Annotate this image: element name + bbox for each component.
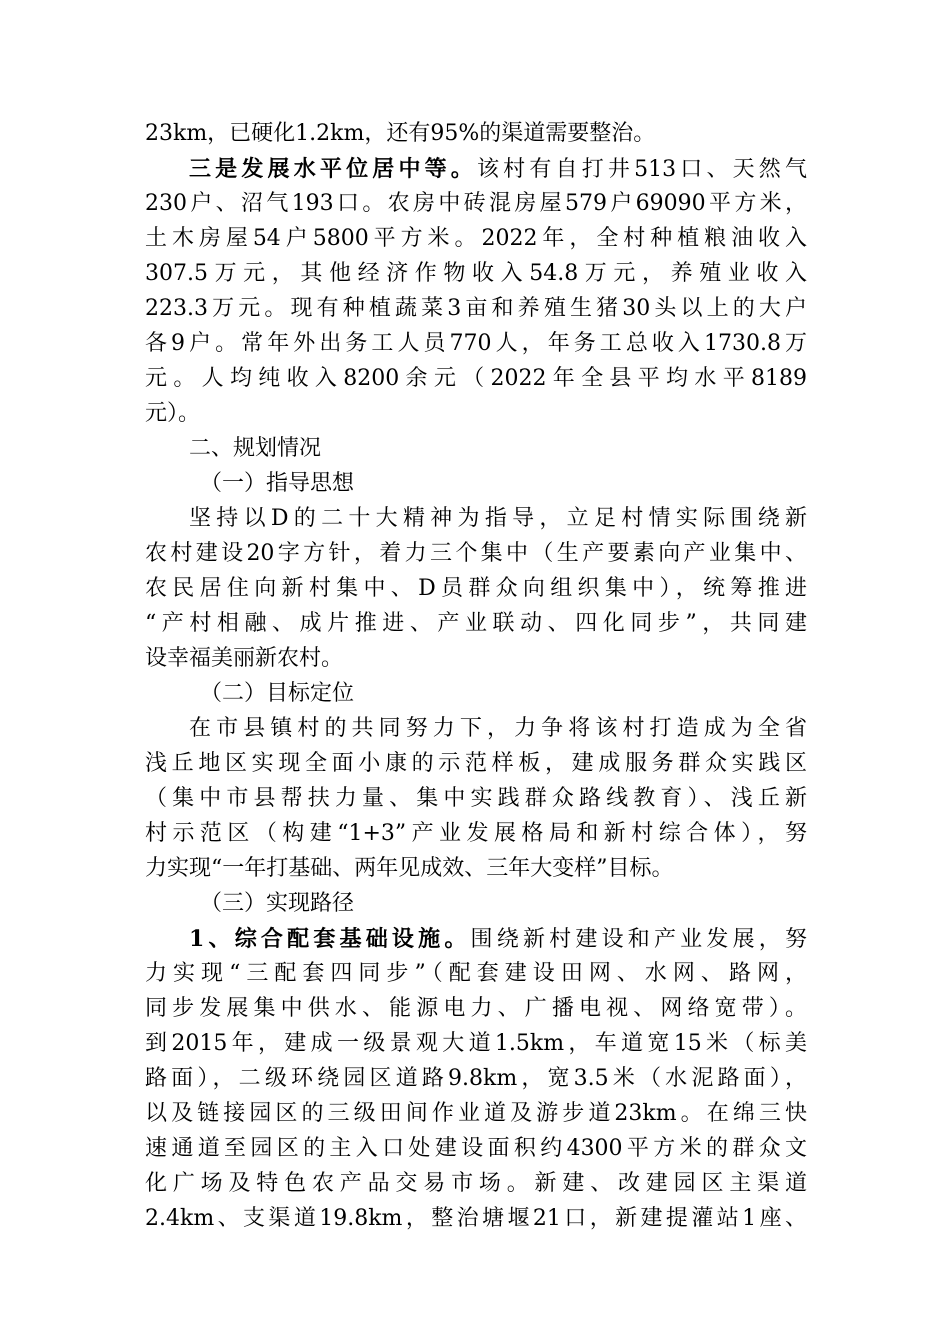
text-line: 23km，已硬化1.2km，还有95%的渠道需要整治。: [145, 121, 656, 146]
text-line: 各9户。常年外出务工人员770人，年务工总收入1730.8万: [145, 331, 807, 356]
text-line: 230户、沼气193口。农房中砖混房屋579户69090平方米，: [145, 191, 807, 216]
text-line: 设幸福美丽新农村。: [145, 646, 344, 671]
bold-heading: 三是发展水平位居中等。: [189, 156, 477, 182]
text-line: 同步发展集中供水、能源电力、广播电视、网络宽带）。: [145, 996, 807, 1021]
text-line: 元）。: [145, 401, 201, 426]
text-line: 农村建设20字方针，着力三个集中（生产要素向产业集中、: [145, 541, 807, 566]
text-line: 2.4km、支渠道19.8km，整治塘堰21口，新建提灌站1座、: [145, 1206, 807, 1231]
line-text: 围绕新村建设和产业发展，努: [470, 927, 807, 952]
text-line: 223.3万元。现有种植蔬菜3亩和养殖生猪30头以上的大户: [145, 296, 807, 321]
text-line: 速通道至园区的主入口处建设面积约4300平方米的群众文: [145, 1136, 807, 1161]
text-line: 农民居住向新村集中、D员群众向组织集中），统筹推进: [145, 576, 807, 601]
text-line: [189, 922, 807, 956]
text-line: 化广场及特色农产品交易市场。新建、改建园区主渠道: [145, 1171, 807, 1196]
text-line: 到2015年，建成一级景观大道1.5km，车道宽15米（标美: [145, 1031, 807, 1056]
text-line: 土木房屋54户5800平方米。2022年，全村种植粮油收入: [145, 226, 807, 251]
text-line: 在市县镇村的共同努力下，力争将该村打造成为全省: [189, 716, 807, 741]
text-line: 浅丘地区实现全面小康的示范样板，建成服务群众实践区: [145, 751, 807, 776]
subsection-heading: （二）目标定位: [200, 681, 355, 706]
text-line: “产村相融、成片推进、产业联动、四化同步”，共同建: [145, 611, 807, 636]
section-heading: 二、规划情况: [189, 436, 322, 461]
text-line: 力实现“三配套四同步”（配套建设田网、水网、路网，: [145, 961, 807, 986]
bold-heading: 1、综合配套基础设施。: [189, 926, 471, 952]
text-line: 以及链接园区的三级田间作业道及游步道23km。在绵三快: [145, 1101, 807, 1126]
subsection-heading: （三）实现路径: [200, 891, 355, 916]
text-line: （集中市县帮扶力量、集中实践群众路线教育）、浅丘新: [145, 786, 807, 811]
text-line: 坚持以D的二十大精神为指导，立足村情实际围绕新: [189, 506, 807, 531]
text-line: 力实现“一年打基础、两年见成效、三年大变样”目标。: [145, 856, 674, 881]
text-line: [189, 152, 807, 186]
text-line: 村示范区（构建“1+3”产业发展格局和新村综合体），努: [145, 821, 807, 846]
subsection-heading: （一）指导思想: [200, 471, 355, 496]
line-text: 该村有自打井513口、天然气: [477, 157, 807, 182]
text-line: 307.5万元，其他经济作物收入54.8万元，养殖业收入: [145, 261, 807, 286]
text-line: 路面），二级环绕园区道路9.8km，宽3.5米（水泥路面），: [145, 1066, 807, 1091]
text-line: 元。人均纯收入8200余元（2022年全县平均水平8189: [145, 366, 807, 391]
